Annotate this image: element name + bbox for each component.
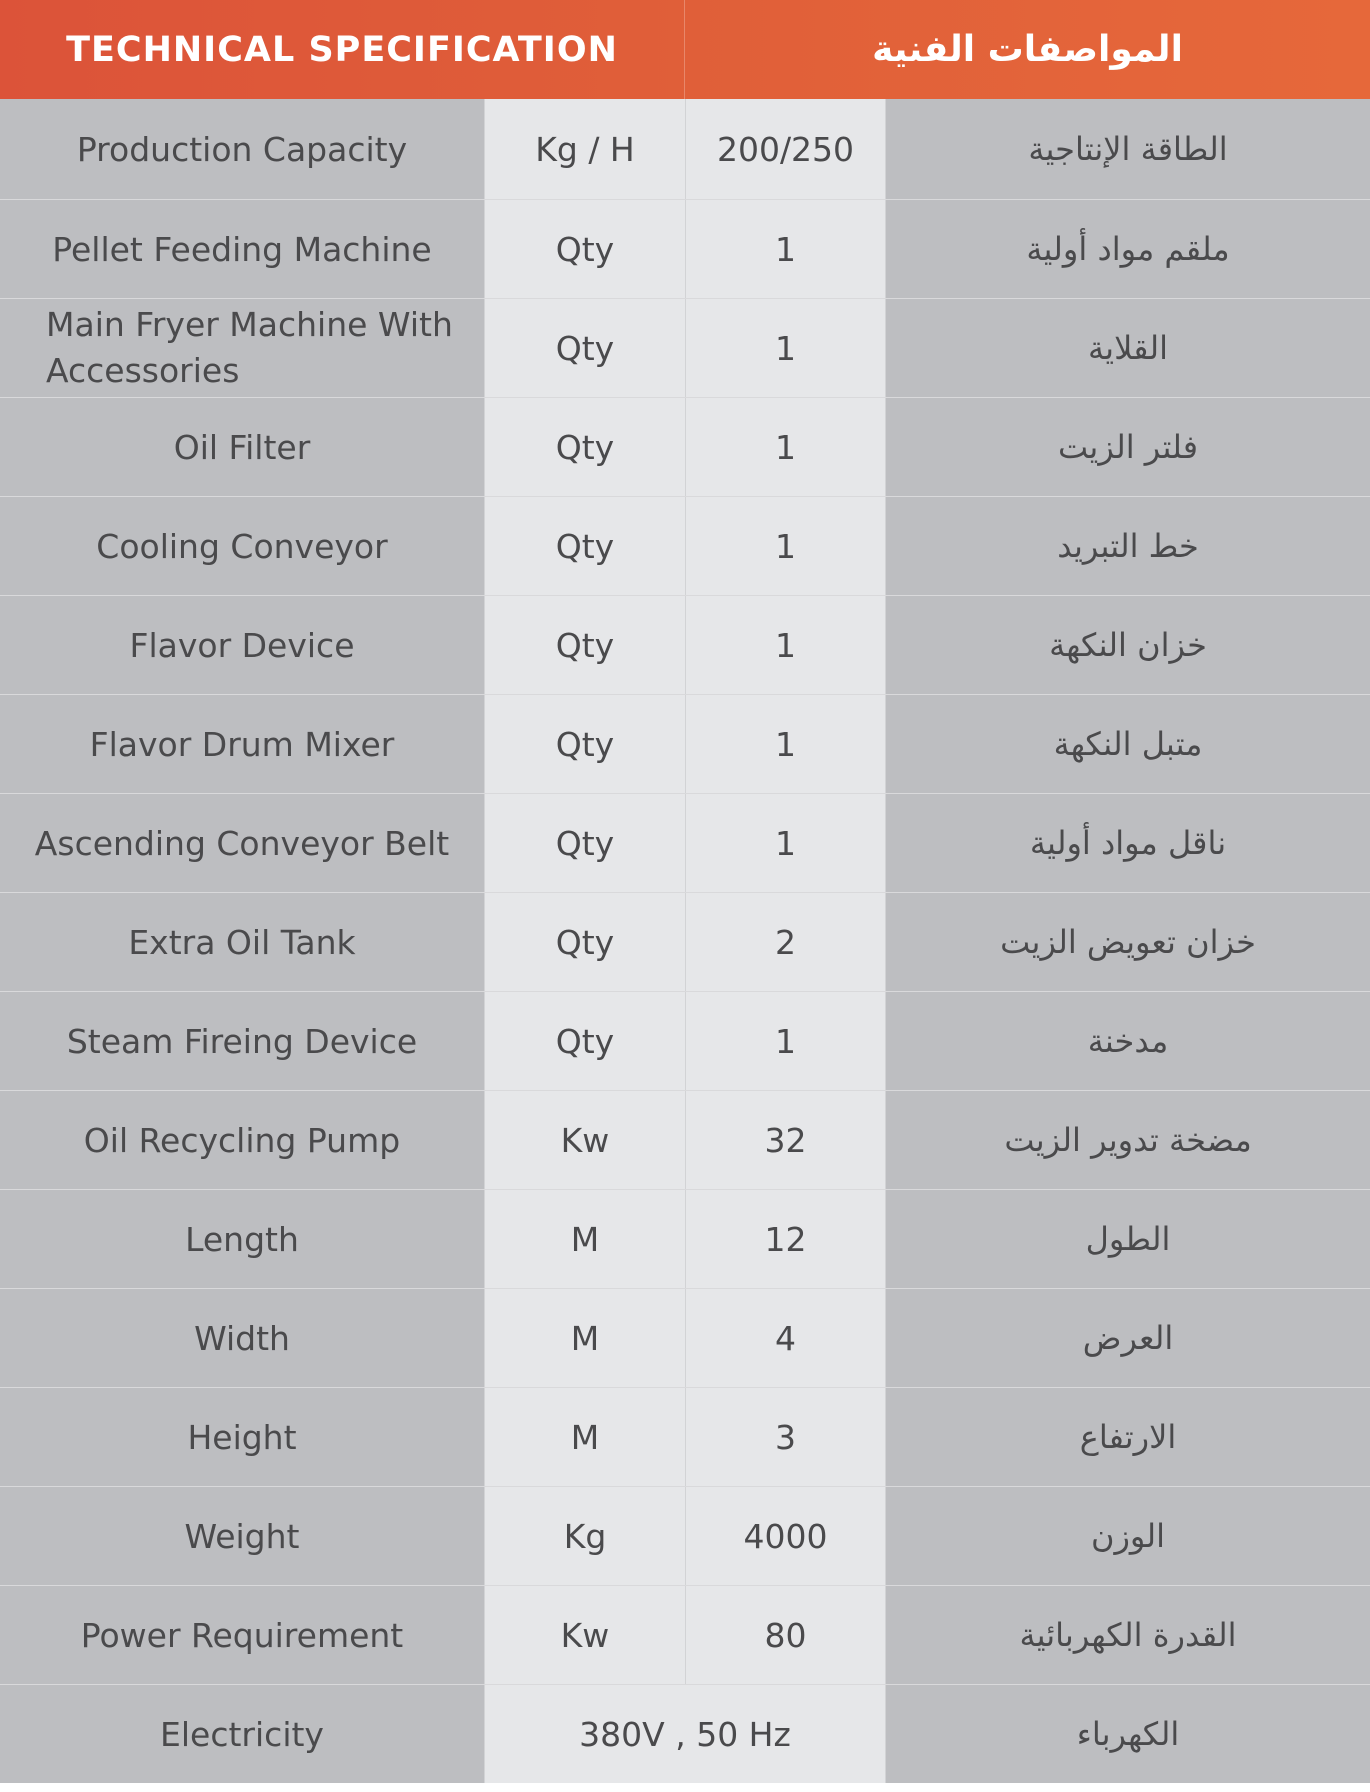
header-title-english: TECHNICAL SPECIFICATION: [0, 0, 685, 99]
table-row: [0, 199, 1370, 298]
spec-name-arabic: الارتفاع: [885, 1388, 1370, 1486]
spec-unit: Qty: [484, 695, 685, 793]
table-row: [0, 991, 1370, 1090]
spec-name: Oil Filter: [0, 398, 484, 496]
table-row: [0, 397, 1370, 496]
spec-unit: Qty: [484, 398, 685, 496]
spec-name: Main Fryer Machine With Accessories: [0, 299, 484, 397]
spec-value: 1: [685, 200, 885, 298]
spec-name: Pellet Feeding Machine: [0, 200, 484, 298]
spec-value: 1: [685, 695, 885, 793]
spec-name-arabic: العرض: [885, 1289, 1370, 1387]
spec-name-arabic: الكهرباء: [885, 1685, 1370, 1783]
spec-name: Oil Recycling Pump: [0, 1091, 484, 1189]
spec-name: Electricity: [0, 1685, 484, 1783]
spec-name: Length: [0, 1190, 484, 1288]
spec-unit: Kw: [484, 1586, 685, 1684]
table-row: [0, 298, 1370, 397]
spec-value: 3: [685, 1388, 885, 1486]
spec-name: Height: [0, 1388, 484, 1486]
spec-name: Extra Oil Tank: [0, 893, 484, 991]
spec-value: 1: [685, 596, 885, 694]
spec-unit: Qty: [484, 893, 685, 991]
spec-unit: M: [484, 1289, 685, 1387]
spec-name: Cooling Conveyor: [0, 497, 484, 595]
spec-name: Production Capacity: [0, 99, 484, 199]
spec-value-merged: 380V , 50 Hz: [484, 1685, 885, 1783]
spec-name-arabic: خزان تعويض الزيت: [885, 893, 1370, 991]
table-row: [0, 793, 1370, 892]
table-row: [0, 99, 1370, 199]
table-row: [0, 1486, 1370, 1585]
spec-name-arabic: الوزن: [885, 1487, 1370, 1585]
spec-value: 1: [685, 299, 885, 397]
spec-name-arabic: الطاقة الإنتاجية: [885, 99, 1370, 199]
table-row: [0, 694, 1370, 793]
spec-unit: Qty: [484, 992, 685, 1090]
spec-name-arabic: خزان النكهة: [885, 596, 1370, 694]
spec-name-arabic: مدخنة: [885, 992, 1370, 1090]
spec-name-arabic: ناقل مواد أولية: [885, 794, 1370, 892]
spec-name-arabic: فلتر الزيت: [885, 398, 1370, 496]
spec-value: 2: [685, 893, 885, 991]
spec-value: 80: [685, 1586, 885, 1684]
spec-value: 12: [685, 1190, 885, 1288]
table-row: [0, 1585, 1370, 1684]
spec-unit: Qty: [484, 299, 685, 397]
spec-unit: M: [484, 1190, 685, 1288]
spec-value: 1: [685, 398, 885, 496]
spec-name-arabic: القلاية: [885, 299, 1370, 397]
spec-unit: Qty: [484, 596, 685, 694]
table-row: [0, 1288, 1370, 1387]
spec-value: 1: [685, 497, 885, 595]
spec-value: 4000: [685, 1487, 885, 1585]
spec-unit: Qty: [484, 200, 685, 298]
table-row-electricity: [0, 1684, 1370, 1783]
spec-value: 4: [685, 1289, 885, 1387]
spec-name-arabic: ملقم مواد أولية: [885, 200, 1370, 298]
spec-table-body: [0, 99, 1370, 1783]
table-header: [0, 0, 1370, 99]
spec-name-arabic: خط التبريد: [885, 497, 1370, 595]
spec-name: Flavor Drum Mixer: [0, 695, 484, 793]
spec-value: 32: [685, 1091, 885, 1189]
table-row: [0, 595, 1370, 694]
spec-value: 1: [685, 794, 885, 892]
table-row: [0, 1090, 1370, 1189]
spec-name-arabic: الطول: [885, 1190, 1370, 1288]
spec-name-arabic: متبل النكهة: [885, 695, 1370, 793]
spec-value: 1: [685, 992, 885, 1090]
spec-unit: Qty: [484, 794, 685, 892]
spec-value: 200/250: [685, 99, 885, 199]
spec-unit: Kg / H: [484, 99, 685, 199]
table-row: [0, 892, 1370, 991]
spec-name: Power Requirement: [0, 1586, 484, 1684]
spec-name: Steam Fireing Device: [0, 992, 484, 1090]
spec-unit: Kw: [484, 1091, 685, 1189]
spec-name: Width: [0, 1289, 484, 1387]
spec-name-arabic: مضخة تدوير الزيت: [885, 1091, 1370, 1189]
table-row: [0, 1387, 1370, 1486]
spec-name-arabic: القدرة الكهربائية: [885, 1586, 1370, 1684]
spec-name: Ascending Conveyor Belt: [0, 794, 484, 892]
table-row: [0, 1189, 1370, 1288]
table-row: [0, 496, 1370, 595]
spec-name: Flavor Device: [0, 596, 484, 694]
spec-unit: M: [484, 1388, 685, 1486]
header-title-arabic: المواصفات الفنية: [872, 29, 1183, 70]
spec-unit: Kg: [484, 1487, 685, 1585]
spec-name: Weight: [0, 1487, 484, 1585]
spec-unit: Qty: [484, 497, 685, 595]
